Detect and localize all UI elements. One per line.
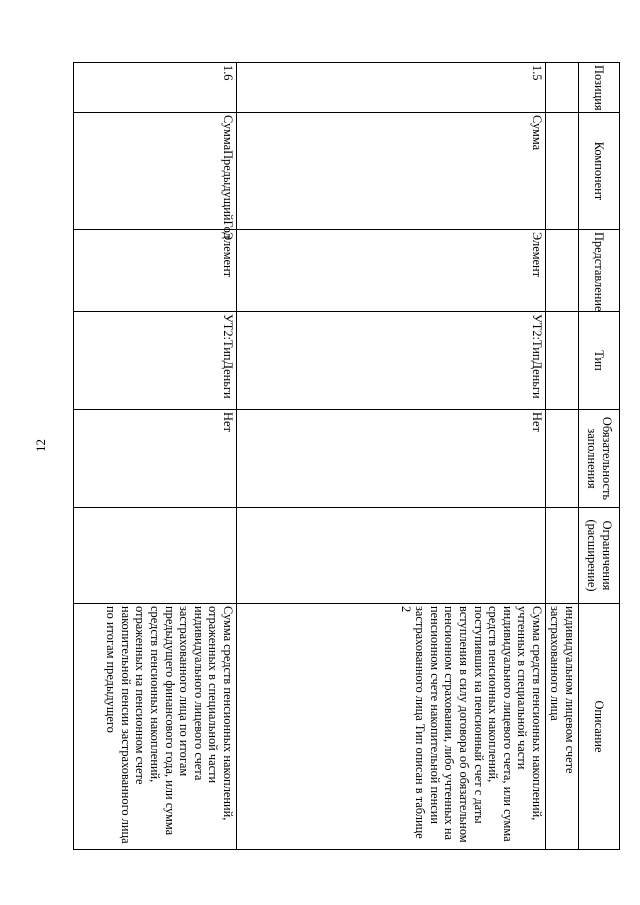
cell-limits (237, 508, 546, 604)
cell-type (546, 312, 579, 410)
header-representation: Представление (579, 230, 620, 312)
table-row (74, 63, 237, 850)
header-description: Описание (579, 604, 620, 850)
cell-required: Нет (237, 410, 546, 508)
cell-component: Сумма (237, 113, 546, 230)
page-number: 12 (33, 439, 48, 452)
header-position: Позиция (579, 63, 620, 113)
cell-required (546, 410, 579, 508)
cell-limits (74, 508, 237, 604)
cell-component: СуммаПредыдущийГод (74, 113, 237, 230)
cell-type: УТ2:ТипДеньги (74, 312, 237, 410)
cell-position: 1.5 (237, 63, 546, 113)
cell-description: Сумма средств пенсионных накоплений, учтенных в специальной части индивидуального лицевого счета, или сумма средств пенсионных накоплений, поступивших на пенсионный счет с даты вступления в силу договора об обязательном пенсионном страховании, либо учтенных на пенсионном счете накопительной пенсии застрахованного лица Тип описан в таблице 2 (237, 604, 546, 850)
cell-representation: Элемент (237, 230, 546, 312)
cell-type: УТ2:ТипДеньги (237, 312, 546, 410)
cell-limits (546, 508, 579, 604)
cell-representation (546, 230, 579, 312)
header-component: Компонент (579, 113, 620, 230)
header-required: Обязательность заполнения (579, 410, 620, 508)
cell-description: Сумма средств пенсионных накоплений, отраженных в специальной части индивидуального лицевого счета застрахованного лица по итогам предыдущего финансового года, или сумма средств пенсионных накоплений, отраженных на пенсионном счете накопительной пенсии застрахованного лица по итогам предыдущего (74, 604, 237, 850)
specification-table (73, 62, 620, 850)
cell-representation: Элемент (74, 230, 237, 312)
cell-position (546, 63, 579, 113)
specification-table-sheet (73, 62, 620, 849)
table-row (237, 63, 546, 850)
cell-required: Нет (74, 410, 237, 508)
cell-component (546, 113, 579, 230)
header-type: Тип (579, 312, 620, 410)
table-row-continuation (546, 63, 579, 850)
header-limits: Ограничения (расширение) (579, 508, 620, 604)
table-header-row (579, 63, 620, 850)
cell-description: индивидуальном лицевом счете застрахованного лица (546, 604, 579, 850)
cell-position: 1.6 (74, 63, 237, 113)
